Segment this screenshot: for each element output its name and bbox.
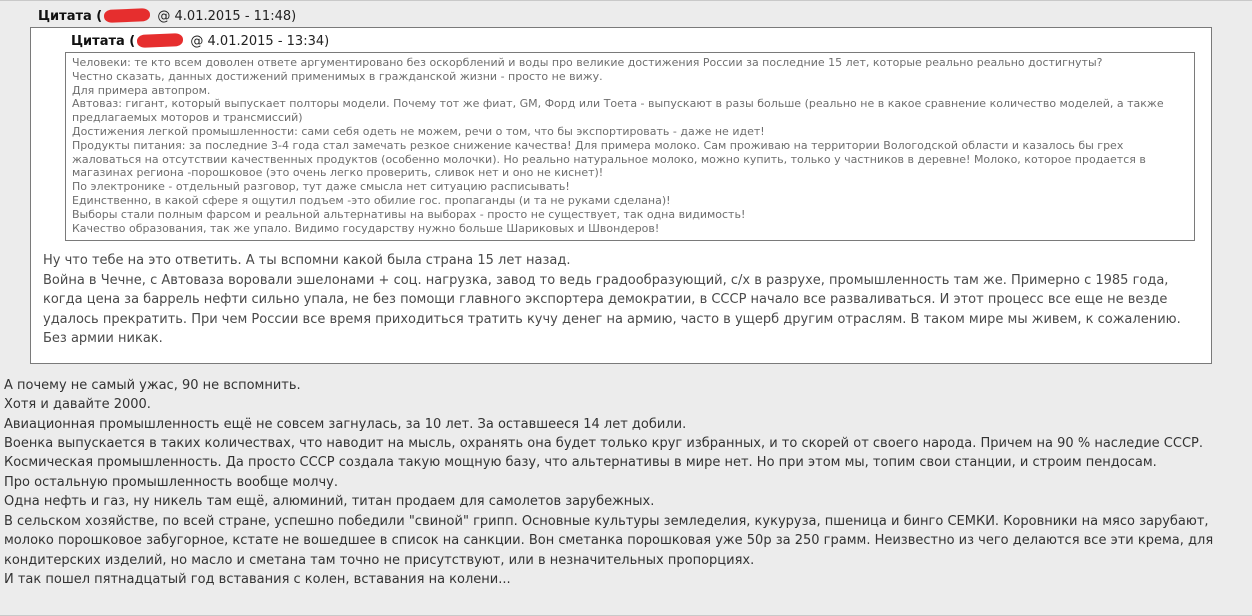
inner-quote-line: По электронике - отдельный разговор, тут даже смысла нет ситуацию расписывать! xyxy=(72,180,570,194)
inner-quote-line: Достижения легкой промышленности: сами себя одеть не можем, речи о том, что бы экспортировать - даже не идет! xyxy=(72,124,765,138)
post-paragraph: Военка выпускается в таких количествах, что наводит на мысль, охранять она будет только круг избранных, и то скорей от своего народа. Причем на 90 % наследие СССР. xyxy=(4,436,1204,452)
outer-quote-label: Цитата ( xyxy=(38,9,103,24)
post-body xyxy=(4,372,1244,589)
inner-quote-line: Честно сказать, данных достижений применимых в гражданской жизни - просто не вижу. xyxy=(72,69,603,83)
post-paragraph: Космическая промышленность. Да просто СССР создала такую мощную базу, что альтернативы в мире нет. Но при этом мы, топим свои станции, и строим пендосам. xyxy=(4,455,1157,471)
post-paragraph: И так пошел пятнадцатый год вставания с колен, вставания на колени... xyxy=(4,571,511,587)
post-paragraph: А почему не самый ужас, 90 не вспомнить. xyxy=(4,377,301,393)
post-paragraph: Авиационная промышленность ещё не совсем загнулась, за 10 лет. За оставшееся 14 лет добили. xyxy=(4,416,687,432)
post-paragraph: Хотя и давайте 2000. xyxy=(4,397,151,413)
reply-paragraph: Война в Чечне, с Автоваза воровали эшелонами + соц. нагрузка, завод то ведь градообразующий, с/х в разрухе, промышленность там же. Примерно с 1985 года, когда цена за баррель нефти сильно упала, не без помощи главного экспортера демократии, в СССР начало все разваливаться. И этот процесс все еще не везде удалось прекратить. При чем России все время приходиться тратить кучу денег на армию, часто в ущерб другим отраслям. В таком мире мы живем, к сожалению. Без армии никак. xyxy=(43,272,1181,347)
redacted-username-scribble xyxy=(104,8,151,23)
inner-quote-box xyxy=(65,52,1195,241)
reply-paragraph: Ну что тебе на это ответить. А ты вспомни какой была страна 15 лет назад. xyxy=(43,253,571,269)
post-paragraph: Одна нефть и газ, ну никель там ещё, алюминий, титан продаем для самолетов зарубежных. xyxy=(4,494,655,510)
inner-quote-label: Цитата ( xyxy=(71,34,136,49)
post-paragraph: В сельском хозяйстве, по всей стране, успешно победили "свиной" грипп. Основные культуры земледелия, кукуруза, пшеница и бинго СЕМКИ. Коровники на мясо зарубают, молоко порошковое забугорное, кстате не вошедшее в список на санкции. Вон сметанка порошковая уже 50р за 250 грамм. Неизвестно из чего делаются все эти крема, для кондитерских изделий, но масло и сметана там точно не присутствуют, или в незначительных пропорциях. xyxy=(4,513,1214,568)
inner-quote-header xyxy=(71,33,1195,50)
inner-quote-line: Для примера автопром. xyxy=(72,83,211,97)
outer-quote xyxy=(30,8,1212,364)
inner-quote-timestamp: @ 4.01.2015 - 13:34) xyxy=(186,34,330,49)
inner-quote xyxy=(65,33,1195,241)
inner-quote-line: Качество образования, так же упало. Видимо государству нужно больше Шариковых и Швондеров! xyxy=(72,221,660,235)
redacted-username-scribble xyxy=(137,33,184,48)
inner-quote-line: Человеки: те кто всем доволен ответе аргументировано без оскорблений и воды про великие достижения России за последние 15 лет, которые реально реально достигнуты? xyxy=(72,56,1103,69)
inner-quote-line: Единственно, в какой сфере я ощутил подъем -это обилие гос. пропаганды (и та не руками сделана)! xyxy=(72,193,671,207)
outer-quote-box xyxy=(30,27,1212,364)
post-paragraph: Про остальную промышленность вообще молчу. xyxy=(4,474,338,490)
outer-quote-timestamp: @ 4.01.2015 - 11:48) xyxy=(153,9,297,24)
inner-quote-line: Выборы стали полным фарсом и реальной альтернативы на выборах - просто не существует, так одна видимость! xyxy=(72,207,746,221)
quoted-reply-text xyxy=(43,251,1201,349)
outer-quote-header xyxy=(38,8,1212,25)
inner-quote-line: Продукты питания: за последние 3-4 года стал замечать резкое снижение качества! Для примера молоко. Сам проживаю на территории Вологодской области и казалось бы грех жаловаться на отсутствии качественных продуктов (особенно молочки). Но реально натуральное молоко, можно купить, только у частников в деревне! Молоко, которое продается в магазинах региона -порошковое (это очень легко проверить, сливок нет и оно не киснет)! xyxy=(72,138,1146,180)
inner-quote-line: Автоваз: гигант, который выпускает полторы модели. Почему тот же фиат, GM, Форд или Тоета - выпускают в разы больше (реально не в какое сравнение количество моделей, а также предлагаемых моторов и трансмиссий) xyxy=(72,97,1164,125)
